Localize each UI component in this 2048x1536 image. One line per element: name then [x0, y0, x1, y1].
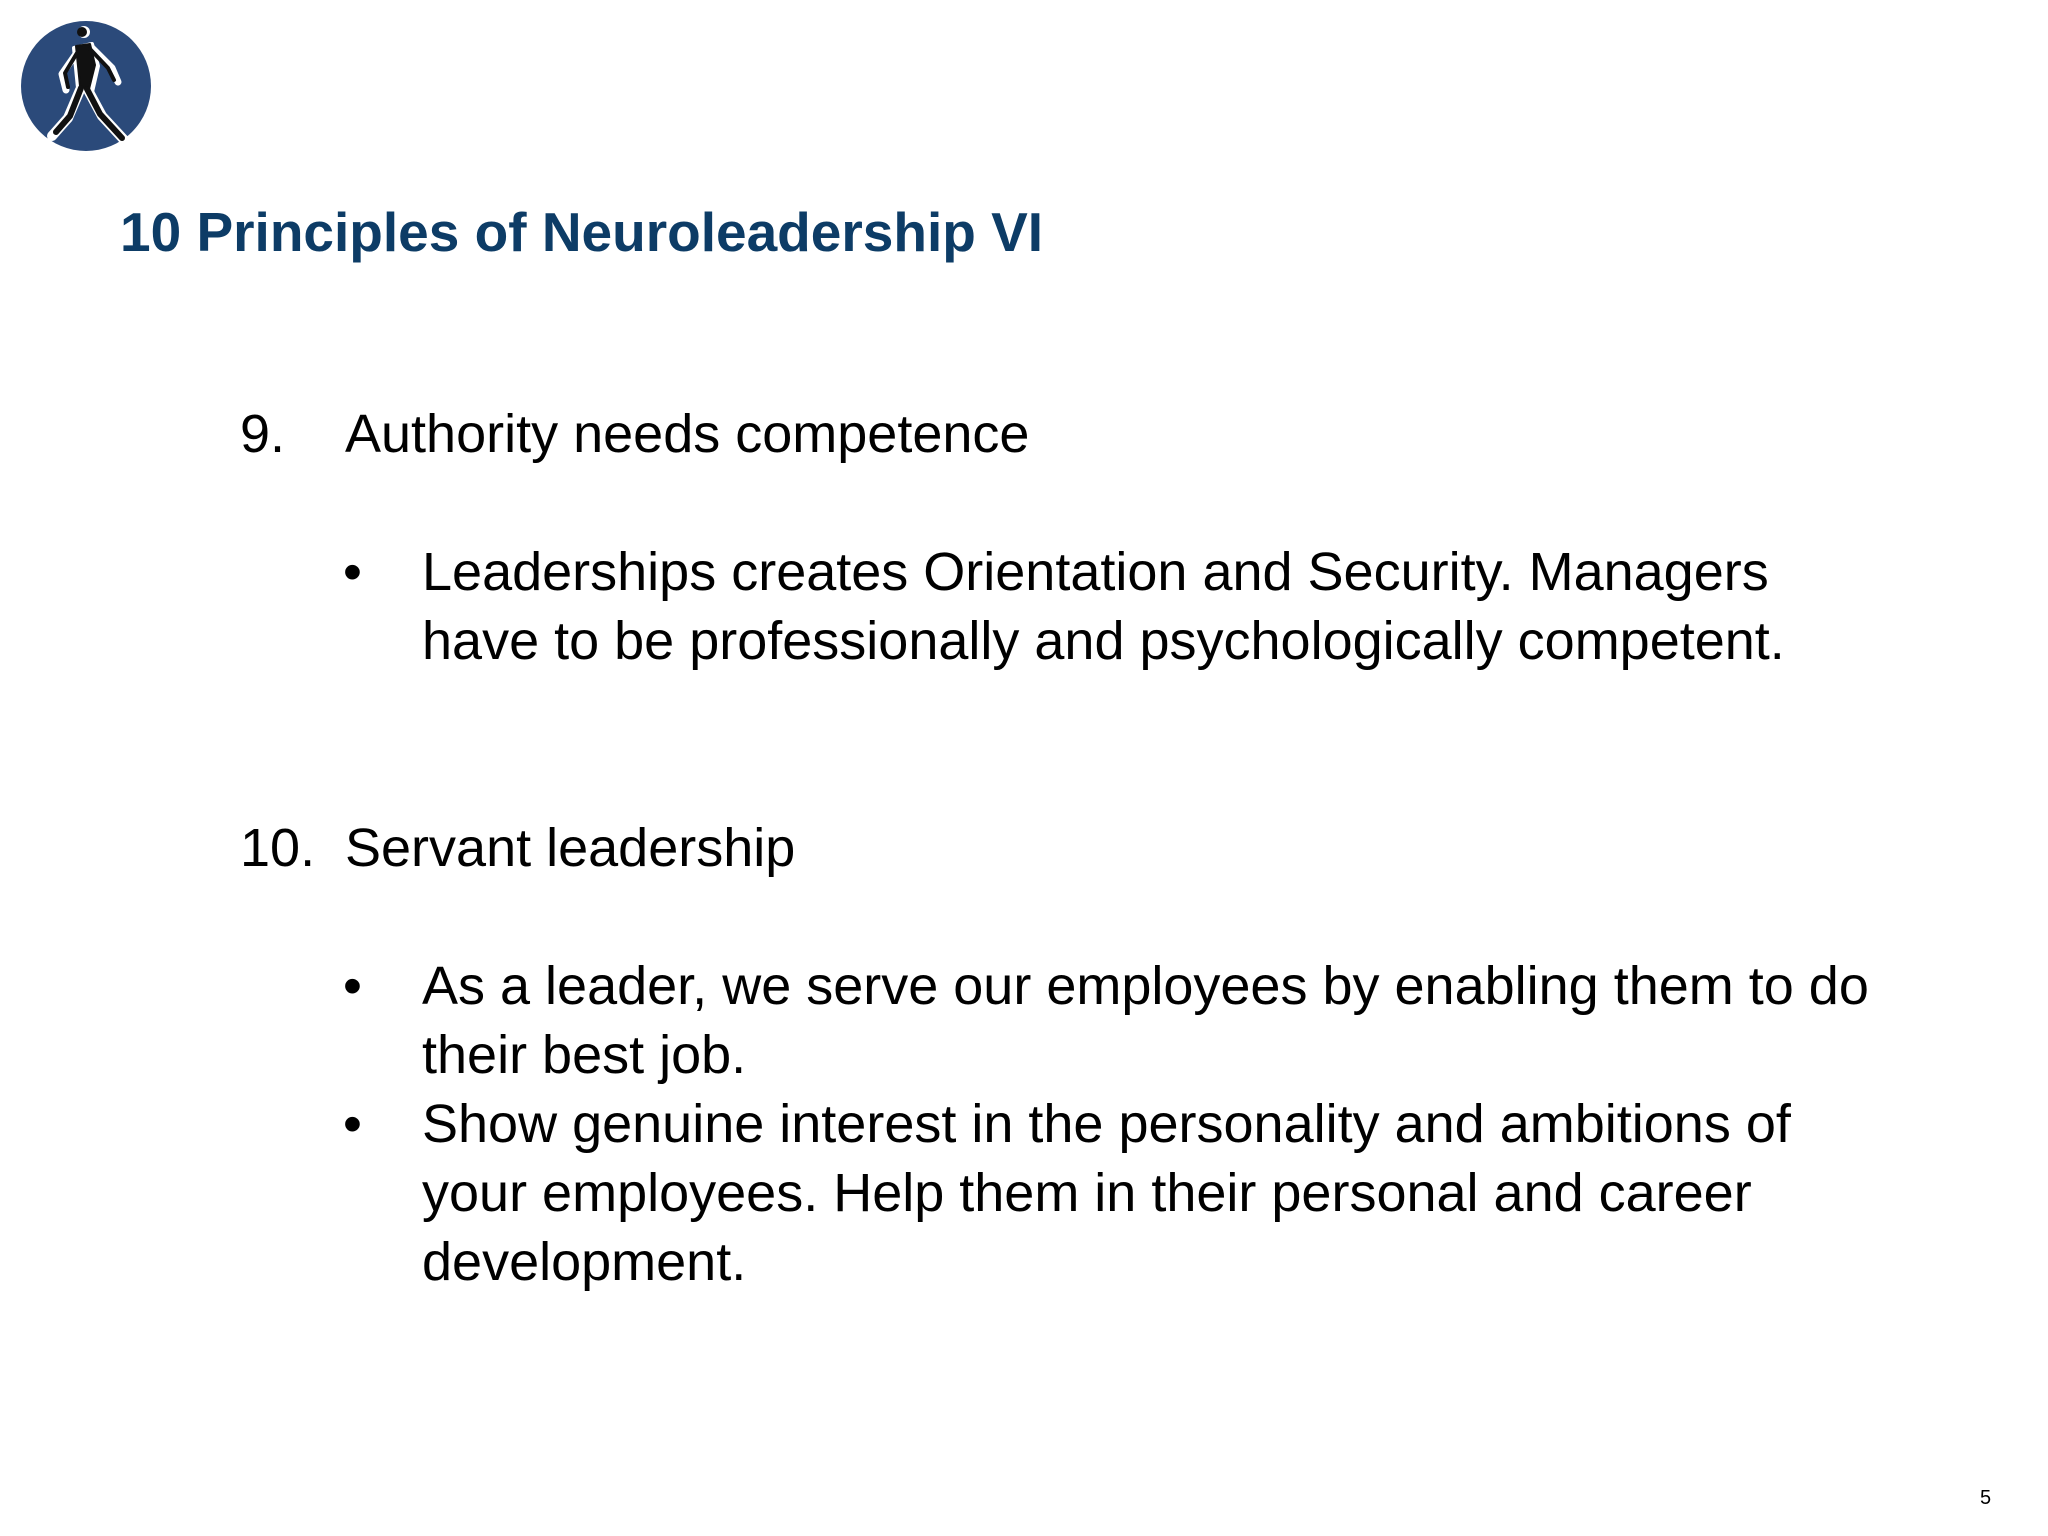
- principle-heading-servant: Servant leadership: [345, 818, 796, 878]
- bullet-glyph: •: [343, 956, 362, 1016]
- bullet-text: As a leader, we serve our employees by enabling them to do their best job.: [422, 956, 1869, 1085]
- list-number-9: 9.: [240, 404, 286, 464]
- page-number: 5: [1980, 1487, 1992, 1509]
- slide-title: 10 Principles of Neuroleadership VI: [120, 201, 1044, 263]
- bullet-text: Show genuine interest in the personality and ambitions of your employees. Help them in their personal and career development.: [422, 1094, 1791, 1292]
- bullet-text: Leaderships creates Orientation and Security. Managers have to be professionally and psychologically competent.: [422, 542, 1785, 671]
- bullet-glyph: •: [343, 542, 362, 602]
- principle-heading-authority: Authority needs competence: [345, 404, 1030, 464]
- bullet-glyph: •: [343, 1094, 362, 1154]
- list-number-10: 10.: [240, 818, 316, 878]
